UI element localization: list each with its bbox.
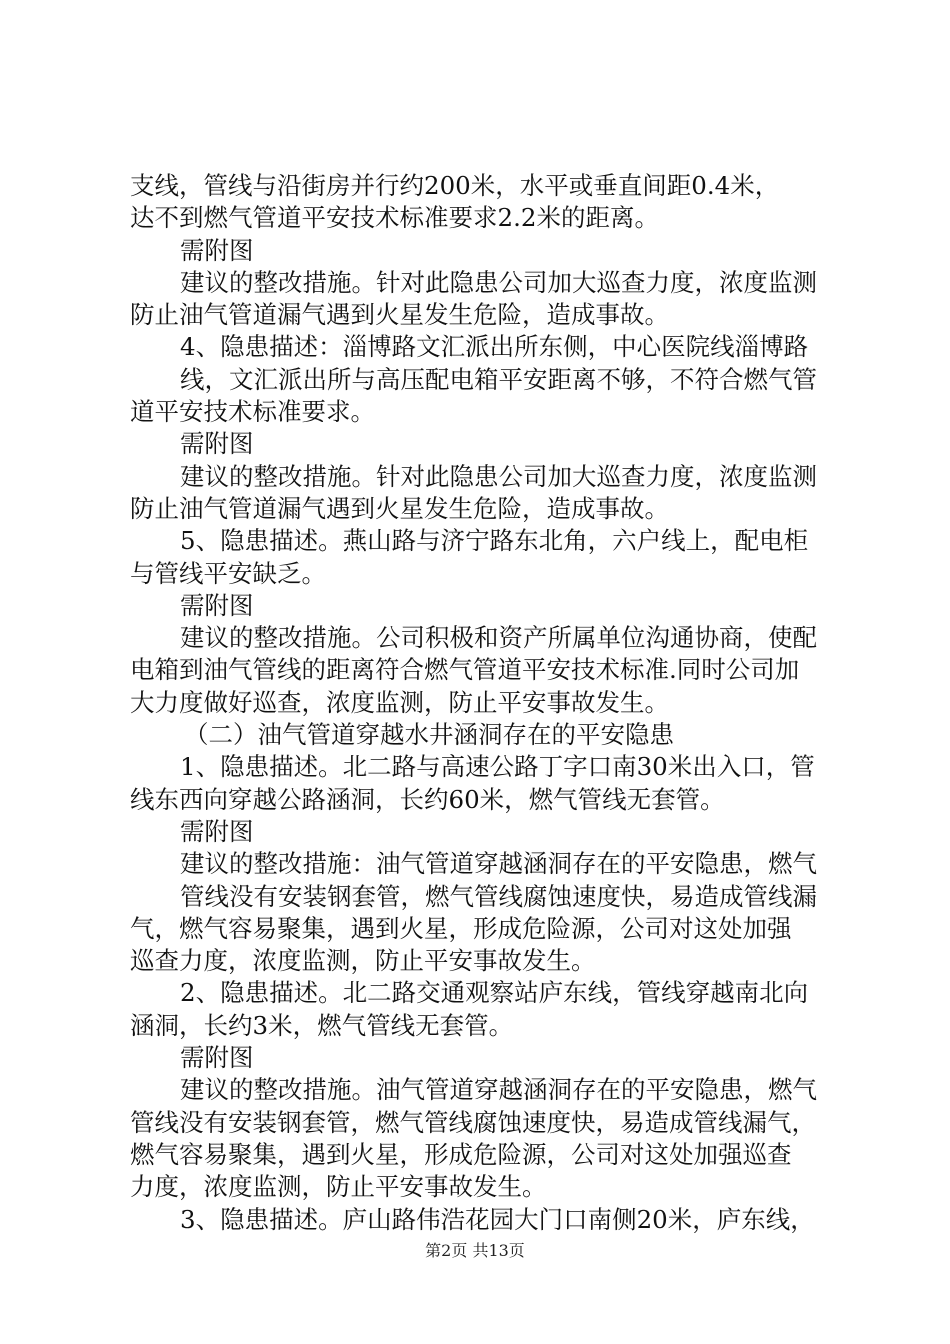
text-line: 建议的整改措施。油气管道穿越涵洞存在的平安隐患，燃气 <box>180 1075 817 1105</box>
text-line: 管线没有安装钢套管，燃气管线腐蚀速度快，易造成管线漏气， <box>130 1107 816 1137</box>
text-line: 燃气容易聚集，遇到火星，形成危险源，公司对这处加强巡查 <box>130 1139 792 1169</box>
text-line: 4、隐患描述：淄博路文汇派出所东侧，中心医院线淄博路 <box>180 332 809 362</box>
text-line: 道平安技术标准要求。 <box>130 397 375 427</box>
text-line: 建议的整改措施：油气管道穿越涵洞存在的平安隐患，燃气 <box>180 849 817 879</box>
text-line: 线，文汇派出所与高压配电箱平安距离不够，不符合燃气管 <box>180 364 817 394</box>
text-line: 防止油气管道漏气遇到火星发生危险，造成事故。 <box>130 493 669 523</box>
text-line: 需附图 <box>180 816 254 846</box>
document-body <box>130 170 840 1236</box>
text-line: 支线，管线与沿街房并行约200米，水平或垂直间距0.4米， <box>130 171 780 200</box>
text-line: 1、隐患描述。北二路与高速公路丁字口南30米出入口，管 <box>180 752 815 782</box>
text-line: 需附图 <box>180 235 254 265</box>
text-line: 巡查力度，浓度监测，防止平安事故发生。 <box>130 946 596 976</box>
text-line: 2、隐患描述。北二路交通观察站庐东线，管线穿越南北向 <box>180 978 809 1008</box>
text-line: 大力度做好巡查，浓度监测，防止平安事故发生。 <box>130 687 669 717</box>
text-line: 达不到燃气管道平安技术标准要求2.2米的距离。 <box>130 203 659 233</box>
text-line: 3、隐患描述。庐山路伟浩花园大门口南侧20米，庐东线， <box>180 1204 815 1234</box>
page-footer: 第2页 共13页 <box>425 1241 525 1260</box>
text-line: 线东西向穿越公路涵洞，长约60米，燃气管线无套管。 <box>130 784 725 814</box>
text-line: 防止油气管道漏气遇到火星发生危险，造成事故。 <box>130 300 669 330</box>
text-line: （二）油气管道穿越水井涵洞存在的平安隐患 <box>184 720 674 750</box>
text-line: 需附图 <box>180 1043 254 1073</box>
text-line: 与管线平安缺乏。 <box>130 558 326 588</box>
text-line: 需附图 <box>180 429 254 459</box>
text-line: 管线没有安装钢套管，燃气管线腐蚀速度快，易造成管线漏 <box>180 881 817 911</box>
text-line: 需附图 <box>180 590 254 620</box>
text-line: 5、隐患描述。燕山路与济宁路东北角，六户线上，配电柜 <box>180 526 809 556</box>
text-line: 气，燃气容易聚集，遇到火星，形成危险源，公司对这处加强 <box>130 913 792 943</box>
text-line: 建议的整改措施。公司积极和资产所属单位沟通协商，使配 <box>180 623 817 653</box>
text-line: 建议的整改措施。针对此隐患公司加大巡查力度，浓度监测 <box>180 461 817 491</box>
text-line: 力度，浓度监测，防止平安事故发生。 <box>130 1172 547 1202</box>
text-line: 建议的整改措施。针对此隐患公司加大巡查力度，浓度监测 <box>180 267 817 297</box>
text-line: 电箱到油气管线的距离符合燃气管道平安技术标准.同时公司加 <box>130 655 800 685</box>
text-line: 涵洞，长约3米，燃气管线无套管。 <box>130 1010 514 1040</box>
